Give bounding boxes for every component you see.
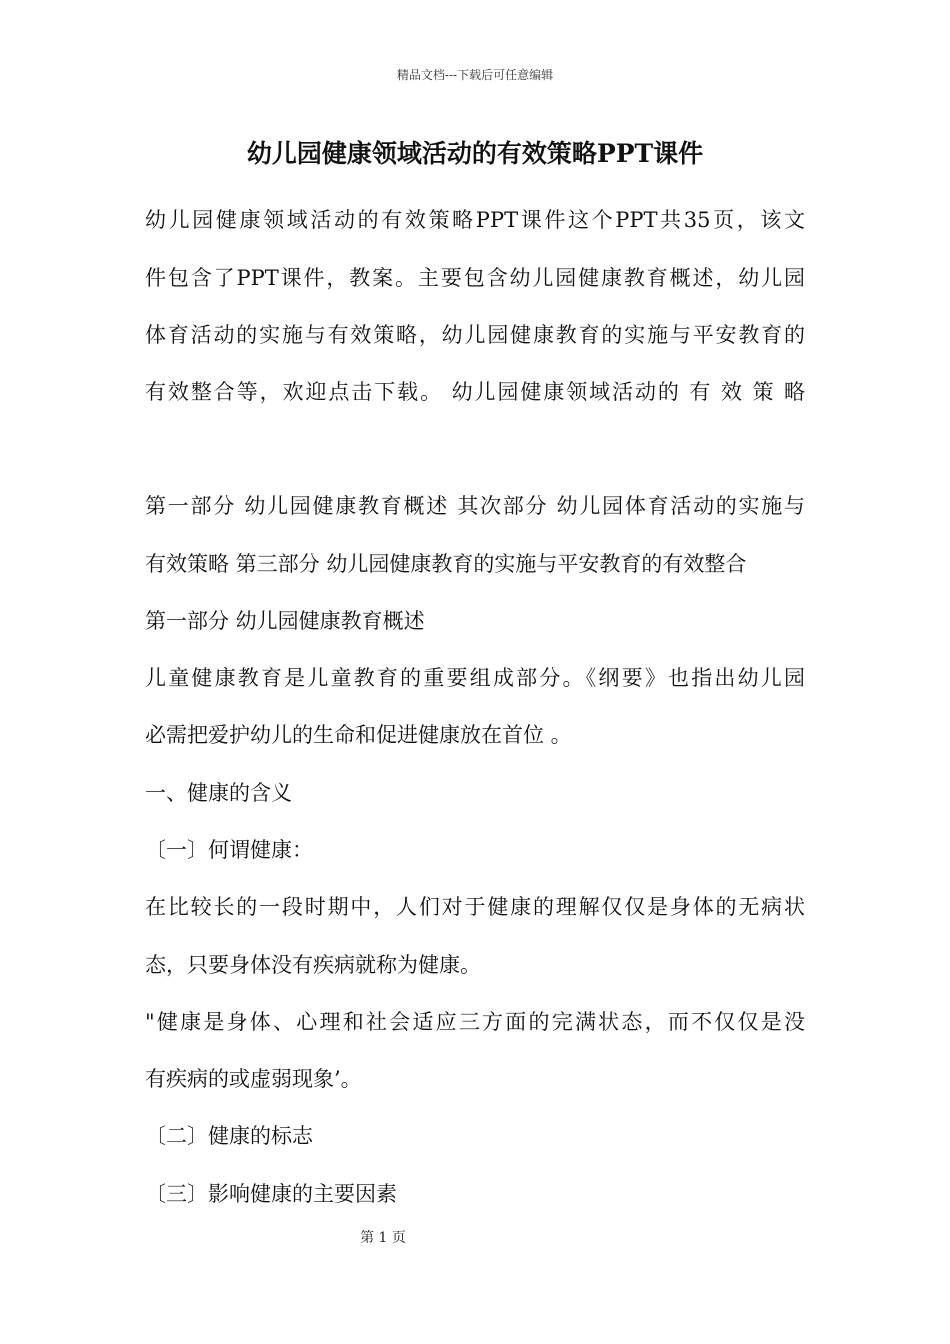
paragraph-line: 件包含了PPT课件，教案。主要包含幼儿园健康教育概述，幼儿园 [145,266,805,290]
document-title: 幼儿园健康领域活动的有效策略PPT课件 [246,139,704,168]
paragraph-line: 第一部分 幼儿园健康教育概述 其次部分 幼儿园体育活动的实施与 [145,494,805,518]
paragraph-line: 有效整合等，欢迎点击下载。 幼儿园健康领域活动的 有 效 策 略 [145,380,805,404]
subsection-heading: 〔三〕影响健康的主要因素 [145,1182,397,1206]
header-note: 精品文档---下载后可任意编辑 [396,68,554,82]
paragraph-line: 体育活动的实施与有效策略，幼儿园健康教育的实施与平安教育的 [145,323,805,347]
paragraph-line: 有疾病的或虚弱现象’。 [145,1067,362,1091]
paragraph-line: 儿童健康教育是儿童教育的重要组成部分。《纲要》也指出幼儿园 [145,666,805,690]
subsection-heading: 〔一〕何谓健康： [145,838,313,862]
page-number: 第 1 页 [360,1230,406,1246]
section-heading: 一、健康的含义 [145,781,292,805]
paragraph-line: 幼儿园健康领域活动的有效策略PPT课件这个PPT共35页，该文 [145,208,805,232]
paragraph-line: 在比较长的一段时期中，人们对于健康的理解仅仅是身体的无病状 [145,895,805,919]
paragraph-line: "健康是身体、心理和社会适应三方面的完满状态，而不仅仅是没 [145,1010,805,1034]
section-heading: 第一部分 幼儿园健康教育概述 [145,609,425,633]
paragraph-line: 必需把爱护幼儿的生命和促进健康放在首位 。 [145,723,572,747]
subsection-heading: 〔二〕健康的标志 [145,1124,313,1148]
paragraph-line: 态，只要身体没有疾病就称为健康。 [145,953,481,977]
paragraph-line: 有效策略 第三部分 幼儿园健康教育的实施与平安教育的有效整合 [145,552,747,576]
